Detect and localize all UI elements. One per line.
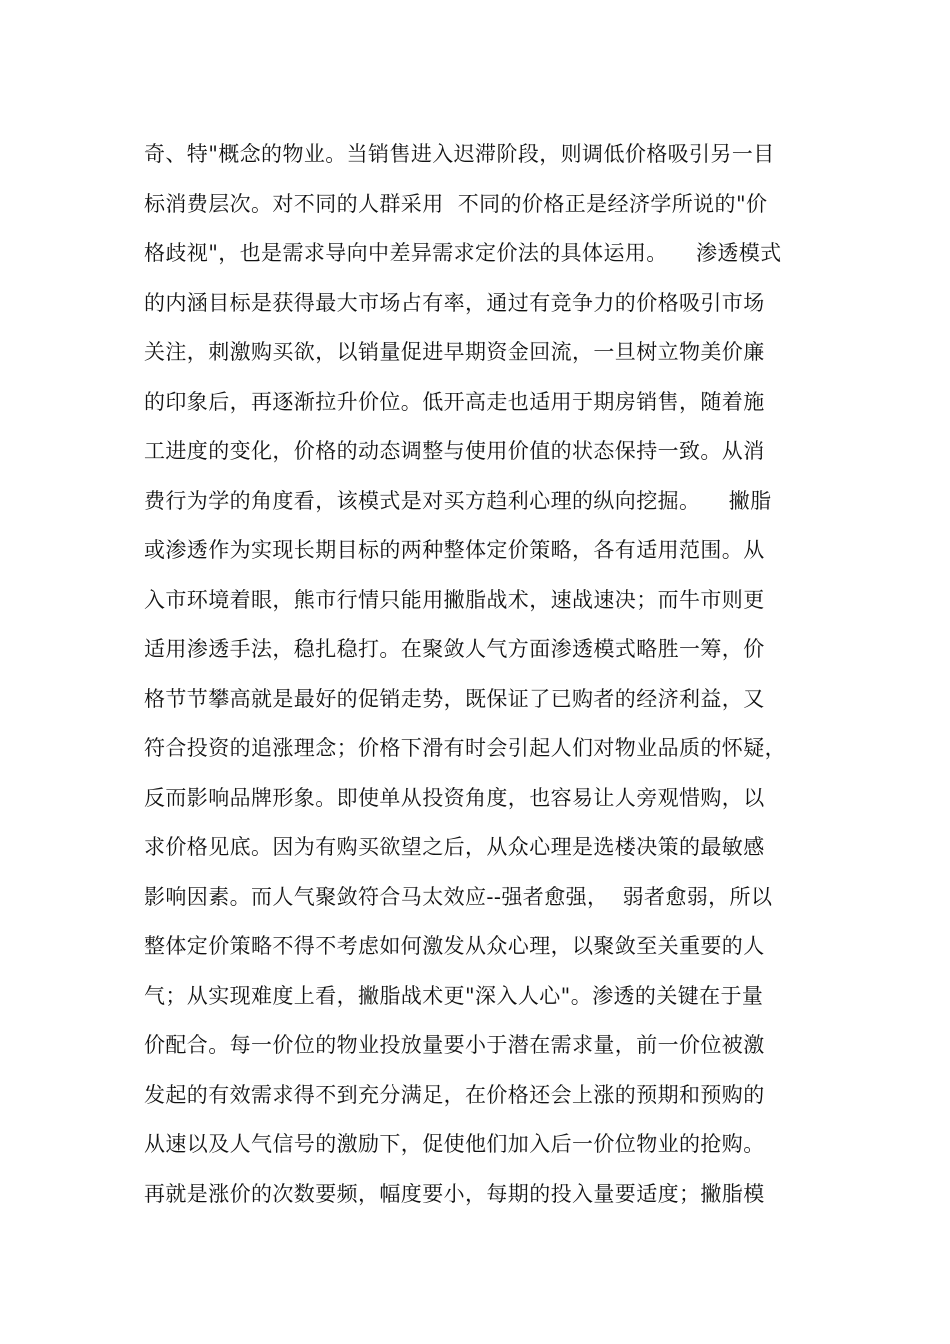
text-line: 奇、特"概念的物业。当销售进入迟滞阶段，则调低价格吸引另一目 xyxy=(144,142,775,166)
text-line: 气；从实现难度上看，撇脂战术更"深入人心"。渗透的关键在于量 xyxy=(144,983,764,1008)
text-line: 工进度的变化，价格的动态调整与使用价值的状态保持一致。从消 xyxy=(144,439,765,463)
text-line: 的内涵目标是获得最大市场占有率，通过有竞争力的价格吸引市场 xyxy=(144,290,765,315)
text-line: 求价格见底。因为有购买欲望之后，从众心理是选楼决策的最敏感 xyxy=(144,835,765,859)
text-line: 格节节攀高就是最好的促销走势，既保证了已购者的经济利益，又 xyxy=(144,686,765,711)
text-line: 关注，刺激购买欲，以销量促进早期资金回流，一旦树立物美价廉 xyxy=(144,340,765,364)
text-line: 整体定价策略不得不考虑如何激发从众心理，以聚敛至关重要的人 xyxy=(144,934,765,958)
text-line: 反而影响品牌形象。即使单从投资角度，也容易让人旁观惜购，以 xyxy=(144,785,765,810)
text-line: 费行为学的角度看，该模式是对买方趋利心理的纵向挖掘。 撇脂 xyxy=(144,488,772,513)
text-line: 从速以及人气信号的激励下，促使他们加入后一价位物业的抢购。 xyxy=(144,1132,765,1156)
text-line: 入市环境着眼，熊市行情只能用撇脂战术，速战速决；而牛市则更 xyxy=(144,587,765,612)
text-line: 格歧视"，也是需求导向中差异需求定价法的具体运用。 渗透模式 xyxy=(144,241,782,265)
text-line: 适用渗透手法，稳扎稳打。在聚敛人气方面渗透模式略胜一筹，价 xyxy=(144,637,765,661)
text-line: 标消费层次。对不同的人群采用 不同的价格正是经济学所说的"价 xyxy=(144,191,768,216)
text-line: 发起的有效需求得不到充分满足，在价格还会上涨的预期和预购的 xyxy=(144,1082,765,1107)
text-line: 或渗透作为实现长期目标的两种整体定价策略，各有适用范围。从 xyxy=(144,538,765,562)
text-line: 再就是涨价的次数要频，幅度要小，每期的投入量要适度；撇脂模 xyxy=(144,1181,765,1206)
text-line: 符合投资的追涨理念；价格下滑有时会引起人们对物业品质的怀疑， xyxy=(144,736,786,760)
text-line: 的印象后，再逐渐拉升价位。低开高走也适用于期房销售，随着施 xyxy=(144,389,765,414)
body-paragraph xyxy=(144,130,824,1219)
text-line: 价配合。每一价位的物业投放量要小于潜在需求量，前一价位被激 xyxy=(144,1033,765,1057)
text-line: 影响因素。而人气聚敛符合马太效应--强者愈强， 弱者愈弱，所以 xyxy=(144,884,773,909)
